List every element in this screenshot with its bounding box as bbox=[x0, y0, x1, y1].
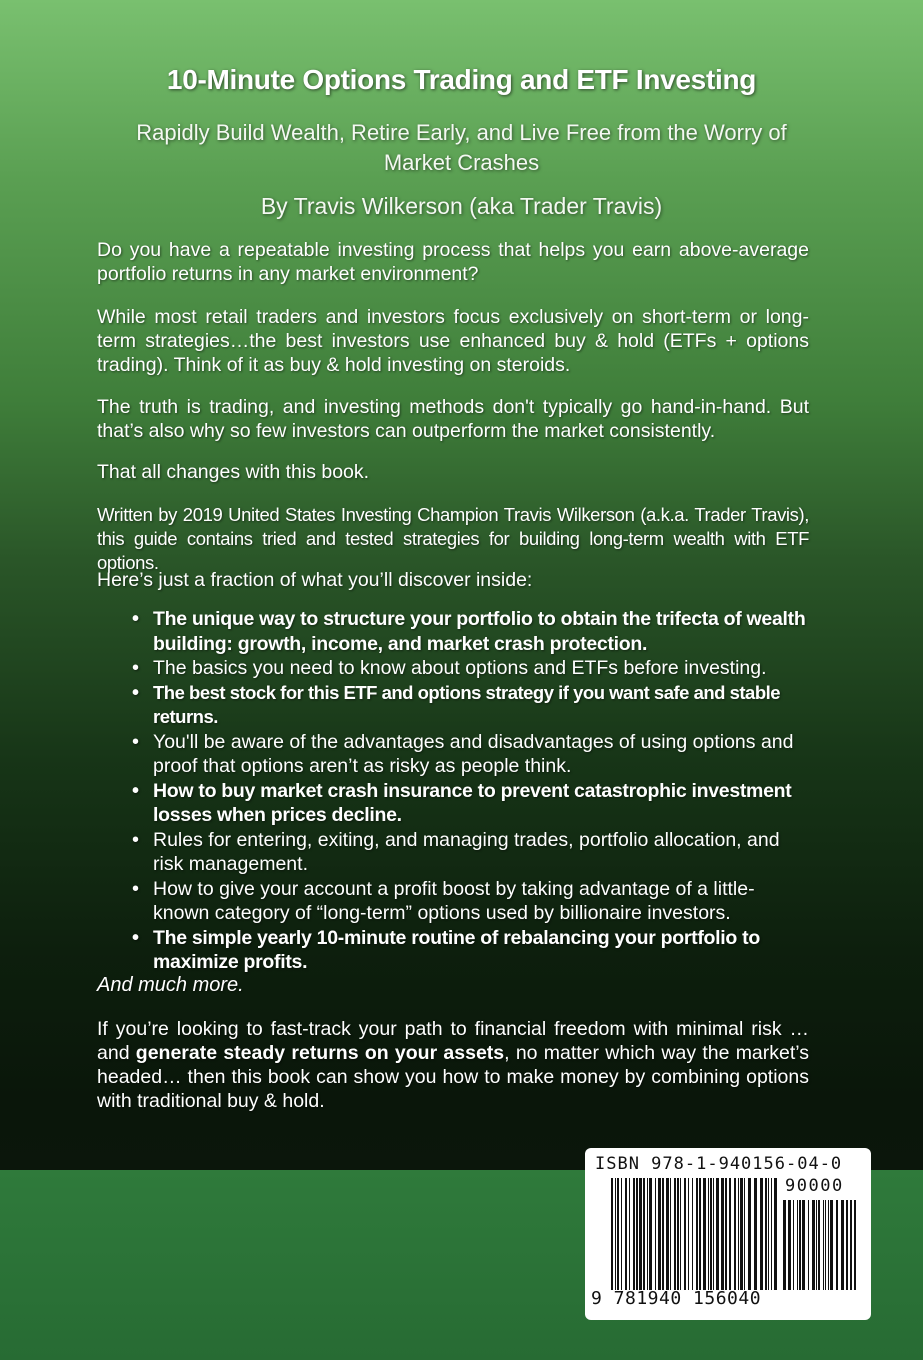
barcode-bar bbox=[854, 1200, 856, 1290]
barcode-bar bbox=[846, 1200, 848, 1290]
barcode-bar bbox=[740, 1178, 743, 1290]
barcode-bar bbox=[655, 1178, 656, 1290]
benefits-list bbox=[97, 607, 809, 975]
barcode-bar bbox=[639, 1178, 642, 1290]
intro-paragraph: Do you have a repeatable investing process that helps you earn above-average portfolio returns in any market environment? bbox=[97, 239, 809, 285]
bullet-icon: • bbox=[132, 608, 139, 630]
barcode-bar bbox=[818, 1200, 820, 1290]
barcode-bar bbox=[615, 1178, 616, 1290]
bullet-icon: • bbox=[132, 730, 140, 753]
barcode-bar bbox=[734, 1178, 736, 1290]
barcode-bar bbox=[797, 1200, 798, 1290]
barcode-bar bbox=[799, 1200, 801, 1290]
barcode-bar bbox=[692, 1178, 693, 1290]
barcode-bar bbox=[744, 1178, 745, 1290]
barcode-bar bbox=[825, 1200, 826, 1290]
isbn-digits: 9 781940 156040 bbox=[591, 1288, 762, 1309]
barcode-bar bbox=[684, 1178, 686, 1290]
and-much-more: And much more. bbox=[97, 974, 244, 996]
barcode-bar bbox=[812, 1200, 815, 1290]
truth-paragraph: The truth is trading, and investing methods don't typically go hand-in-hand. But that’s also why so few investors can outperform the market consistently. bbox=[97, 396, 809, 442]
bullet-icon: • bbox=[132, 681, 139, 704]
book-author: By Travis Wilkerson (aka Trader Travis) bbox=[260, 193, 663, 219]
barcode-bar bbox=[841, 1200, 844, 1290]
barcode-bar bbox=[658, 1178, 661, 1290]
barcode-bar bbox=[710, 1178, 712, 1290]
list-item: • The basics you need to know about options and ETFs before investing. bbox=[132, 657, 767, 679]
barcode-bar bbox=[754, 1178, 757, 1290]
barcode-bar bbox=[677, 1178, 679, 1290]
discover-intro: Here’s just a fraction of what you’ll discover inside: bbox=[97, 569, 533, 591]
list-item: • How to give your account a profit boost by taking advantage of a little-known category of “long-term” options used by billionaire investors. bbox=[132, 877, 755, 924]
closing-paragraph: If you’re looking to fast-track your path to financial freedom with minimal risk … and generate steady returns on your assets, no matter which way the market’s headed… then this book can show you how to make money by combining options with traditional buy & hold. bbox=[97, 1018, 810, 1112]
list-item: • The best stock for this ETF and options strategy if you want safe and stable returns. bbox=[132, 681, 781, 727]
changes-paragraph: That all changes with this book. bbox=[97, 461, 370, 483]
price-code: 90000 bbox=[785, 1176, 844, 1196]
list-item: • The simple yearly 10-minute routine of rebalancing your portfolio to maximize profits. bbox=[132, 926, 760, 973]
bullet-icon: • bbox=[132, 877, 140, 900]
barcode-bar bbox=[748, 1178, 751, 1290]
barcode-bar bbox=[699, 1178, 701, 1290]
barcode-bar bbox=[636, 1178, 638, 1290]
barcode-bar bbox=[670, 1178, 671, 1290]
barcode-bar bbox=[738, 1178, 739, 1290]
list-item: • How to buy market crash insurance to prevent catastrophic investment losses when prices decline. bbox=[132, 779, 792, 826]
barcode-bar bbox=[662, 1178, 664, 1290]
barcode-bar bbox=[828, 1200, 829, 1290]
barcode-bar bbox=[621, 1178, 622, 1290]
bullet-icon: • bbox=[132, 828, 140, 851]
barcode-bar bbox=[716, 1178, 719, 1290]
addon-barcode-bars bbox=[783, 1200, 857, 1290]
list-item: • You'll be aware of the advantages and disadvantages of using options and proof that options aren’t as risky as people think. bbox=[132, 730, 794, 777]
barcode-bar bbox=[830, 1200, 833, 1290]
barcode-bar bbox=[721, 1178, 724, 1290]
barcode-bar bbox=[708, 1178, 709, 1290]
barcode-bar bbox=[774, 1178, 777, 1290]
barcode-bars bbox=[611, 1178, 777, 1290]
barcode-bar bbox=[696, 1178, 698, 1290]
barcode-bar bbox=[611, 1178, 613, 1290]
barcode-bar bbox=[629, 1178, 630, 1290]
barcode-bar bbox=[674, 1178, 676, 1290]
book-title: 10-Minute Options Trading and ETF Investing bbox=[166, 64, 757, 95]
barcode-bar bbox=[633, 1178, 635, 1290]
isbn-label: ISBN 978-1-940156-04-0 bbox=[595, 1154, 843, 1174]
barcode-bar bbox=[625, 1178, 627, 1290]
barcode-bar bbox=[713, 1178, 714, 1290]
barcode-bar bbox=[649, 1178, 652, 1290]
list-item: • The unique way to structure your portfolio to obtain the trifecta of wealth building: growth, income, and market crash protection. bbox=[132, 608, 806, 655]
barcode-bar bbox=[783, 1200, 786, 1290]
barcode-bar bbox=[816, 1200, 817, 1290]
barcode-bar bbox=[729, 1178, 731, 1290]
barcode-bar bbox=[850, 1200, 852, 1290]
barcode-bar bbox=[823, 1200, 824, 1290]
barcode-bar bbox=[808, 1200, 809, 1290]
barcode-bar bbox=[647, 1178, 648, 1290]
list-item: • Rules for entering, exiting, and managing trades, portfolio allocation, and risk management. bbox=[132, 828, 780, 875]
barcode-bar bbox=[760, 1178, 763, 1290]
barcode-bar bbox=[666, 1178, 669, 1290]
barcode-bar bbox=[688, 1178, 689, 1290]
barcode-bar bbox=[768, 1178, 769, 1290]
barcode-bar bbox=[643, 1178, 645, 1290]
book-subtitle: Rapidly Build Wealth, Retire Early, and Live Free from the Worry of Market Crashes bbox=[136, 120, 787, 175]
barcode-bar bbox=[793, 1200, 794, 1290]
barcode-bar bbox=[771, 1178, 772, 1290]
barcode-bar bbox=[836, 1200, 838, 1290]
bullet-icon: • bbox=[132, 926, 139, 949]
closing-emphasis: generate steady returns on your assets bbox=[135, 1042, 505, 1064]
bullet-icon: • bbox=[132, 657, 140, 679]
strategy-paragraph: While most retail traders and investors focus exclusively on short-term or long-term strategies…the best investors use enhanced buy & hold (ETFs + options trading). Think of it as buy & hold investing on steroids. bbox=[97, 306, 809, 376]
bullet-icon: • bbox=[132, 779, 139, 802]
barcode-bar bbox=[788, 1200, 791, 1290]
barcode-bar bbox=[703, 1178, 706, 1290]
barcode-bar bbox=[617, 1178, 619, 1290]
barcode-bar bbox=[765, 1178, 767, 1290]
isbn-barcode bbox=[585, 1148, 871, 1320]
barcode-bar bbox=[680, 1178, 681, 1290]
author-credentials-paragraph: Written by 2019 United States Investing Champion Travis Wilkerson (a.k.a. Trader Travis), this guide contains tried and tested strategies for building long-term wealth with ETF options. bbox=[97, 504, 809, 573]
barcode-bar bbox=[725, 1178, 727, 1290]
barcode-bar bbox=[802, 1200, 805, 1290]
